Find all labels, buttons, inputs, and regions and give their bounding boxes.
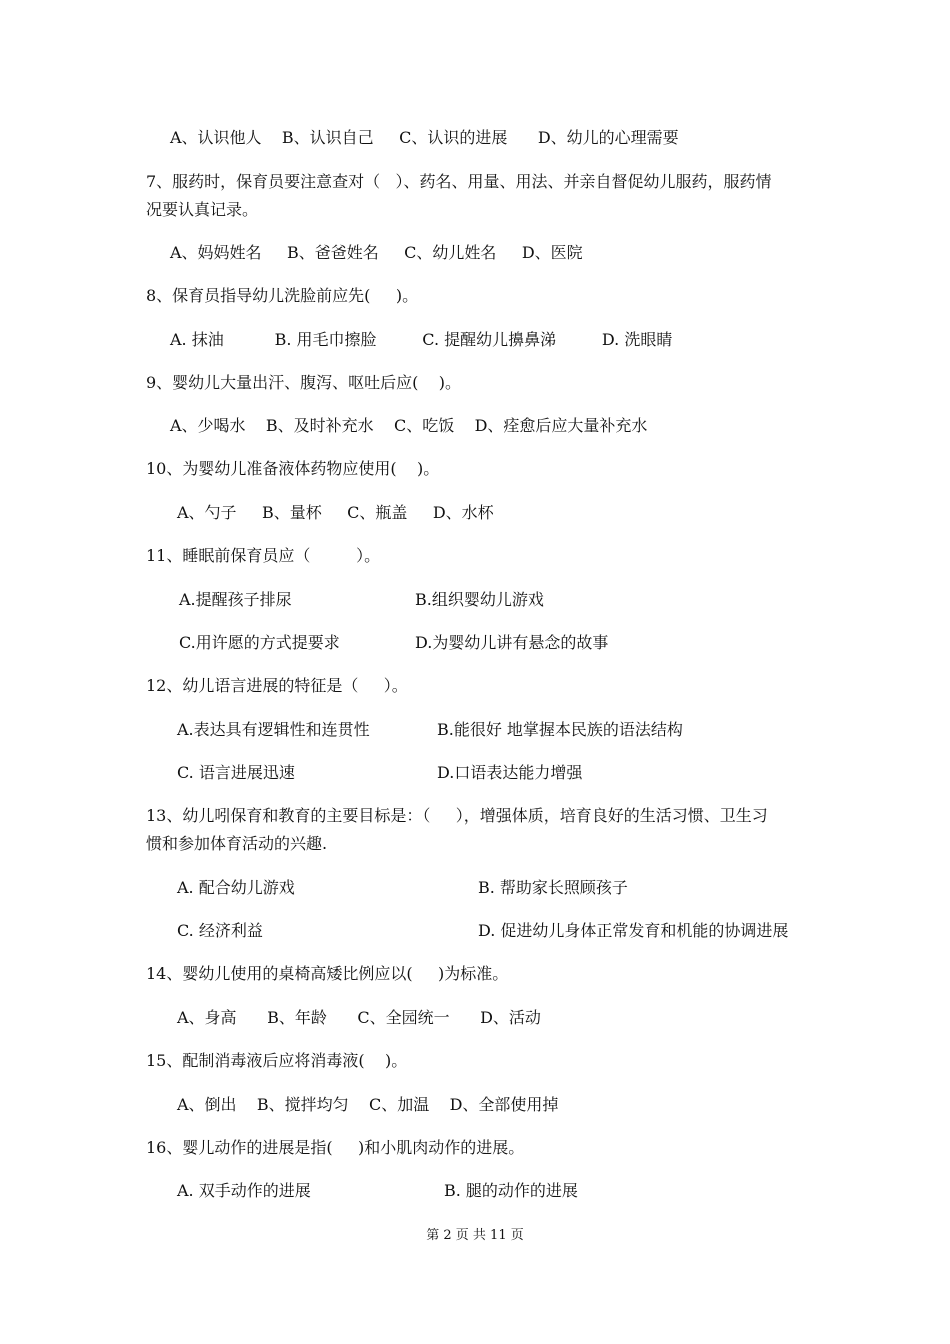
q14-question: 14、婴幼儿使用的桌椅高矮比例应以( )为标准。 [146,964,509,983]
q13-option-a: A. 配合幼儿游戏 [177,878,295,897]
q12-option-c: C. 语言进展迅速 [177,763,295,782]
q13-question-cont: 惯和参加体育活动的兴趣. [146,834,328,853]
q11-option-d: D.为婴幼儿讲有悬念的故事 [415,633,609,652]
page-footer: 第 2 页 共 11 页 [426,1228,524,1243]
q11-option-b: B.组织婴幼儿游戏 [415,590,544,609]
q13-question: 13、幼儿吲保育和教育的主要目标是：（ ），增强体质，培育良好的生活习惯、卫生习 [146,806,768,825]
q11-option-c: C.用许愿的方式提要求 [179,633,340,652]
q13-option-d: D. 促进幼儿身体正常发育和机能的协调进展 [478,921,789,940]
q12-option-b: B.能很好 地掌握本民族的语法结构 [437,720,683,739]
q8-question: 8、保育员指导幼儿洗脸前应先( )。 [146,286,419,305]
q12-option-d: D.口语表达能力增强 [437,763,583,782]
q9-question: 9、婴幼儿大量出汗、腹泻、呕吐后应( )。 [146,373,462,392]
q13-option-c: C. 经济利益 [177,921,263,940]
q11-question: 11、睡眠前保育员应（ ）。 [146,546,381,565]
q15-options: A、倒出 B、搅拌均匀 C、加温 D、全部使用掉 [177,1095,559,1114]
q8-options: A. 抹油 B. 用毛巾擦脸 C. 提醒幼儿擤鼻涕 D. 洗眼睛 [170,330,673,349]
q10-question: 10、为婴幼儿准备液体药物应使用( )。 [146,459,440,478]
q15-question: 15、配制消毒液后应将消毒液( )。 [146,1051,408,1070]
q13-option-b: B. 帮助家长照顾孩子 [478,878,628,897]
q10-options: A、勺子 B、量杯 C、瓶盖 D、水杯 [177,503,494,522]
q6-options: A、认识他人 B、认识自己 C、认识的进展 D、幼儿的心理需要 [170,128,679,147]
q11-option-a: A.提醒孩子排尿 [179,590,292,609]
q9-options: A、少喝水 B、及时补充水 C、吃饭 D、痊愈后应大量补充水 [170,416,648,435]
q14-options: A、身高 B、年龄 C、全园统一 D、活动 [177,1008,541,1027]
q16-option-a: A. 双手动作的进展 [177,1181,311,1200]
q7-question-cont: 况要认真记录。 [146,200,259,219]
q7-options: A、妈妈姓名 B、爸爸姓名 C、幼儿姓名 D、医院 [170,243,583,262]
q16-question: 16、婴儿动作的进展是指( )和小肌肉动作的进展。 [146,1138,525,1157]
q7-question: 7、服药时，保育员要注意查对（ ）、药名、用量、用法、并亲自督促幼儿服药，服药情 [146,172,772,191]
q12-option-a: A.表达具有逻辑性和连贯性 [177,720,370,739]
q16-option-b: B. 腿的动作的进展 [444,1181,578,1200]
q12-question: 12、幼儿语言进展的特征是（ ）。 [146,676,408,695]
